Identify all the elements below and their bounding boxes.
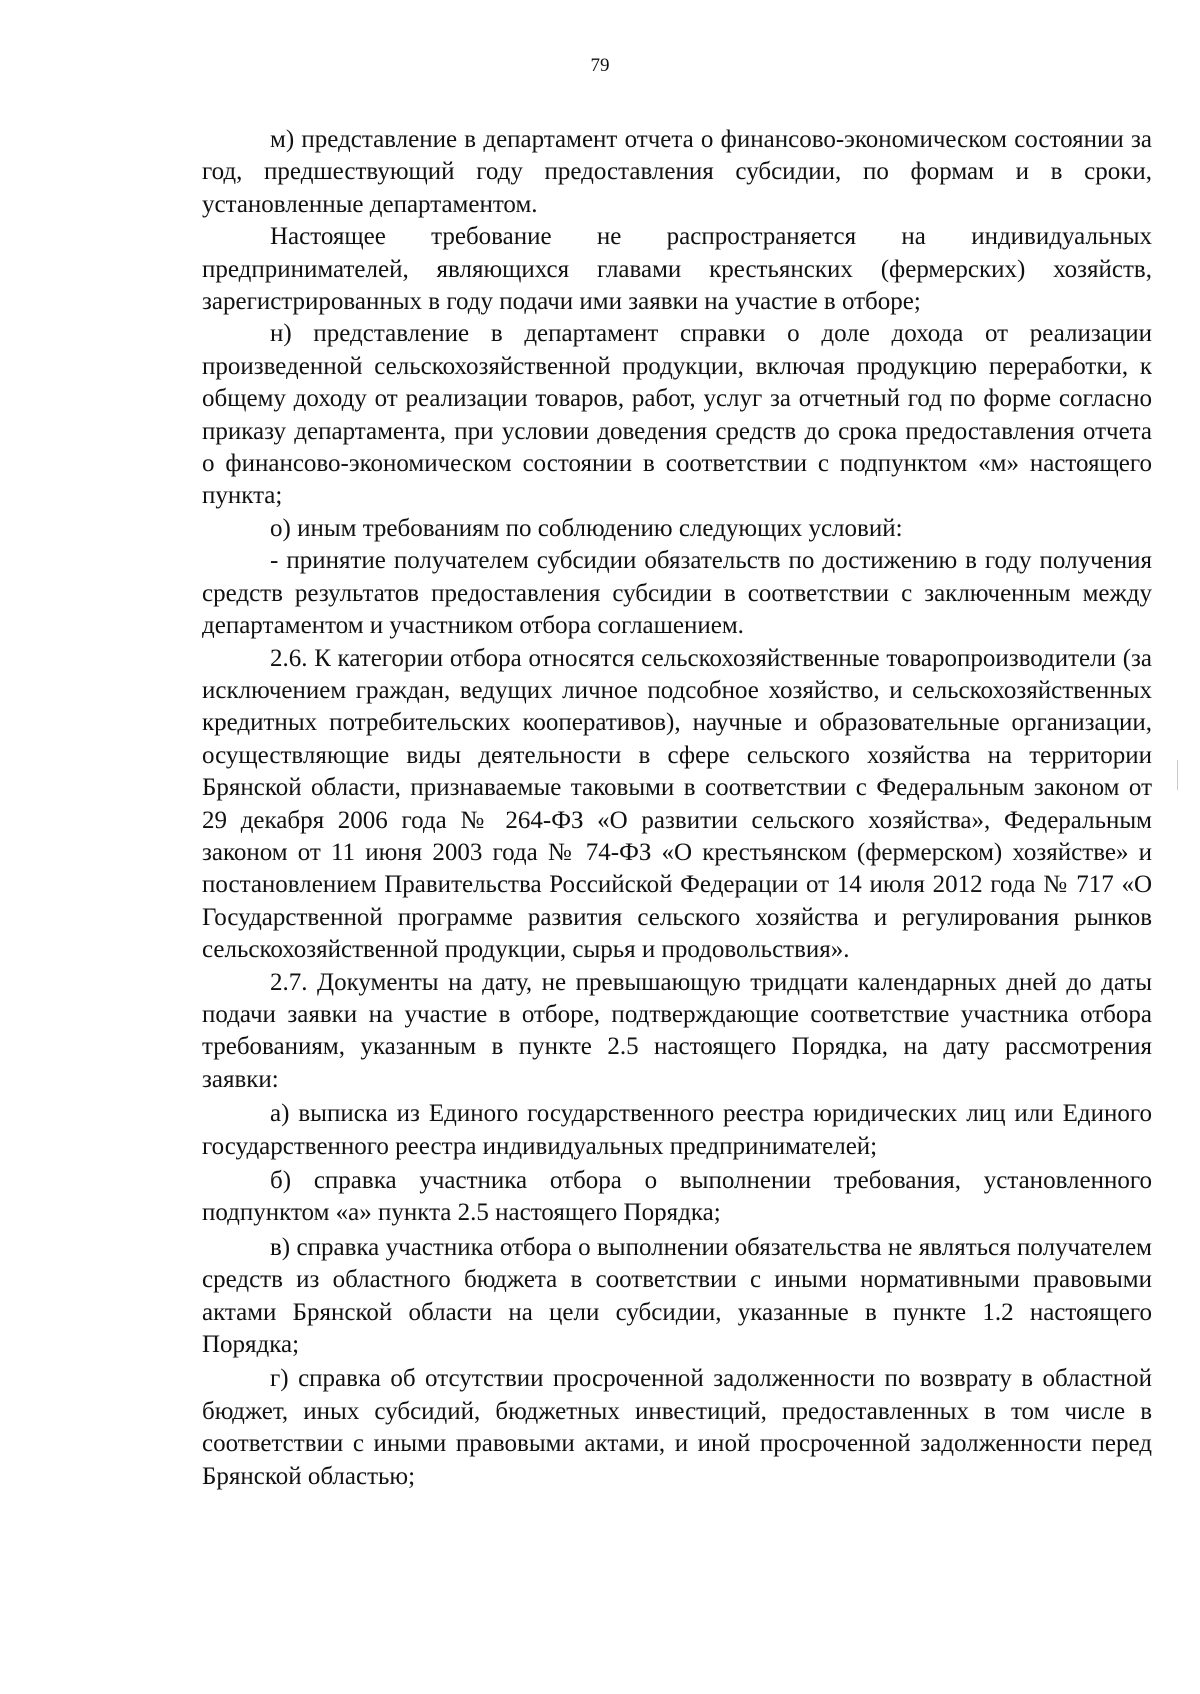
paragraph-n: н) представление в департамент справки о доле дохода от реализации произведенной сельскохозяйственной продукции, включая продукцию переработки, к общему доходу от реализации товаров, работ, услуг за отчетный год по форме согласно приказу департамента, при условии доведения средств до срока предоставления отчета о финансово-экономическом состоянии в соответствии с подпунктом «м» настоящего пункта; bbox=[202, 320, 1152, 510]
paragraph-2-7: 2.7. Документы на дату, не превышающую тридцати календарных дней до даты подачи заявки на участие в отборе, подтверждающие соответствие участника отбора требованиям, указанным в пункте 2.5 настоящего Порядка, на дату рассмотрения заявки: bbox=[202, 968, 1152, 1093]
paragraph-m: м) представление в департамент отчета о финансово-экономическом состоянии за год, предшествующий году предоставления субсидии, по формам и в сроки, установленные департаментом. bbox=[202, 126, 1152, 218]
paragraph-o-item: - принятие получателем субсидии обязательств по достижению в году получения средств результатов предоставления субсидии в соответствии с заключенным между департаментом и участником отбора соглашением. bbox=[202, 547, 1152, 640]
paragraph-g: г) справка об отсутствии просроченной задолженности по возврату в областной бюджет, иных субсидий, бюджетных инвестиций, предоставленных в том числе в соответствии с иными правовыми актами, и иной просроченной задолженности перед Брянской областью; bbox=[202, 1365, 1152, 1490]
paragraph-v: в) справка участника отбора о выполнении обязательства не являться получателем средств из областного бюджета в соответствии с иными нормативными правовыми актами Брянской области на цели субсидии, указанные в пункте 1.2 настоящего Порядка; bbox=[202, 1233, 1152, 1359]
paragraph-o: о) иным требованиям по соблюдению следующих условий: bbox=[270, 514, 903, 542]
page-number: 79 bbox=[590, 55, 610, 76]
paragraph-2-6: 2.6. К категории отбора относятся сельскохозяйственные товаропроизводители (за исключением граждан, ведущих личное подсобное хозяйство, и сельскохозяйственных кредитных потребительских кооперативов), научные и образовательные организации, осуществляющие виды деятельности в сфере сельского хозяйства на территории Брянской области, признаваемые таковыми в соответствии с Федеральным законом от 29 декабря 2006 года № 264-ФЗ «О развитии сельского хозяйства», Федеральным законом от 11 июня 2003 года № 74-ФЗ «О крестьянском (фермерском) хозяйстве» и постановлением Правительства Российской Федерации от 14 июля 2012 года № 717 «О Государственной программе развития сельского хозяйства и регулирования рынков сельскохозяйственной продукции, сырья и продовольствия». bbox=[202, 644, 1152, 964]
document-body bbox=[202, 124, 1152, 1493]
scan-margin-mark bbox=[1177, 760, 1178, 790]
paragraph-a: а) выписка из Единого государственного реестра юридических лиц или Единого государственного реестра индивидуальных предпринимателей; bbox=[202, 1100, 1152, 1160]
paragraph-b: б) справка участника отбора о выполнении требования, установленного подпунктом «а» пункта 2.5 настоящего Порядка; bbox=[202, 1167, 1152, 1227]
paragraph-m-note: Настоящее требование не распространяется на индивидуальных предпринимателей, являющихся главами крестьянских (фермерских) хозяйств, зарегистрированных в году подачи ими заявки на участие в отборе; bbox=[202, 223, 1152, 316]
